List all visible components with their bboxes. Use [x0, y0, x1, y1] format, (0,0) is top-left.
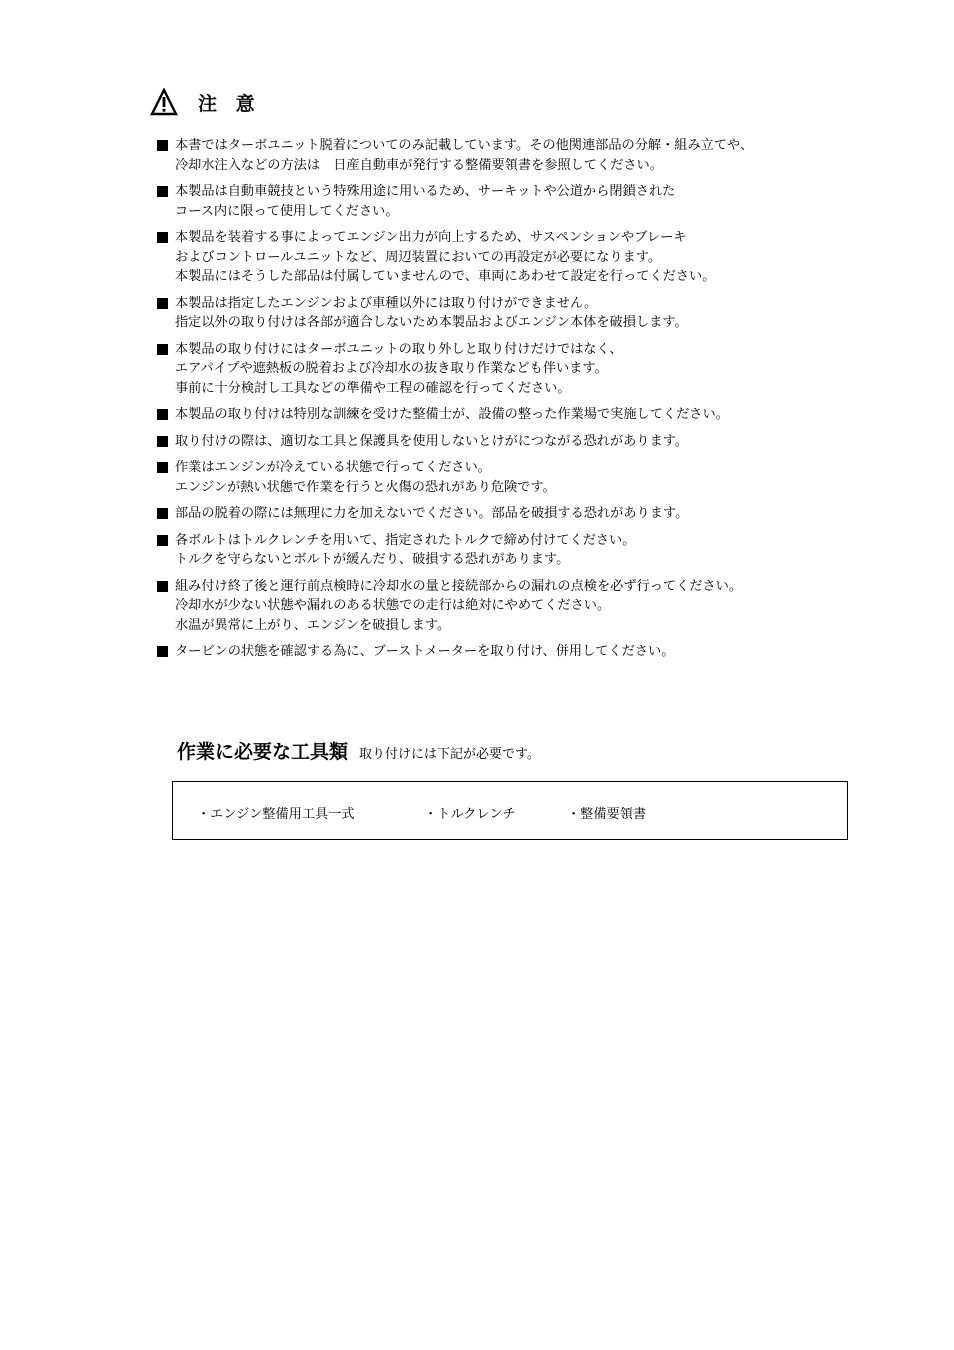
caution-text: 本製品の取り付けは特別な訓練を受けた整備士が、設備の整った作業場で実施してください。 — [175, 407, 729, 422]
caution-text: 指定以外の取り付けは各部が適合しないため本製品およびエンジン本体を破損します。 — [175, 315, 688, 330]
square-bullet-icon — [157, 508, 168, 519]
caution-item — [157, 405, 857, 425]
caution-header — [150, 86, 261, 118]
square-bullet-icon — [157, 186, 168, 197]
caution-text: およびコントロールユニットなど、周辺装置においての再設定が必要になります。 — [175, 249, 662, 265]
square-bullet-icon — [157, 646, 168, 657]
caution-item — [157, 228, 857, 287]
caution-item — [157, 432, 857, 452]
tools-box — [172, 781, 848, 840]
caution-text: コース内に限って使用してください。 — [175, 203, 399, 219]
caution-text: 水温が異常に上がり、エンジンを破損します。 — [175, 617, 451, 633]
caution-text: 本製品にはそうした部品は付属していませんので、車両にあわせて設定を行ってください。 — [175, 269, 716, 284]
caution-text: 本製品の取り付けにはターボユニットの取り外しと取り付けだけではなく、 — [175, 341, 623, 357]
square-bullet-icon — [157, 232, 168, 243]
caution-title: 注 意 — [198, 92, 261, 115]
caution-text: トルクを守らないとボルトが緩んだり、破損する恐れがあります。 — [175, 552, 570, 567]
tools-title: 作業に必要な工具類 — [177, 741, 349, 763]
square-bullet-icon — [157, 535, 168, 546]
caution-item — [157, 294, 857, 333]
warning-triangle-icon — [150, 88, 178, 116]
square-bullet-icon — [157, 581, 168, 592]
caution-text: 取り付けの際は、適切な工具と保護具を使用しないとけがにつながる恐れがあります。 — [175, 433, 688, 449]
caution-text: タービンの状態を確認する為に、ブーストメーターを取り付け、併用してください。 — [175, 644, 675, 659]
square-bullet-icon — [157, 462, 168, 473]
tool-item: ・エンジン整備用工具一式 — [197, 807, 355, 822]
square-bullet-icon — [157, 344, 168, 355]
caution-text: 各ボルトはトルクレンチを用いて、指定されたトルクで締め付けてください。 — [175, 532, 636, 548]
square-bullet-icon — [157, 436, 168, 447]
caution-text: 冷却水が少ない状態や漏れのある状態での走行は絶対にやめてください。 — [175, 598, 611, 613]
caution-text: 本製品は自動車競技という特殊用途に用いるため、サーキットや公道から閉鎖された — [175, 184, 676, 199]
caution-item — [157, 340, 857, 399]
caution-text: 部品の脱着の際には無理に力を加えないでください。部品を破損する恐れがあります。 — [175, 506, 689, 521]
caution-text: エアパイプや遮熱板の脱着および冷却水の抜き取り作業なども伴います。 — [175, 361, 608, 376]
caution-text: 組み付け終了後と運行前点検時に冷却水の量と接続部からの漏れの点検を必ず行ってください。 — [175, 578, 743, 594]
square-bullet-icon — [157, 409, 168, 420]
tools-header — [177, 737, 540, 764]
tool-item: ・整備要領書 — [567, 807, 647, 822]
caution-text: 事前に十分検討し工具などの準備や工程の確認を行ってください。 — [175, 380, 571, 396]
caution-item — [157, 136, 857, 175]
caution-item — [157, 531, 857, 570]
caution-item — [157, 577, 857, 636]
caution-item — [157, 642, 857, 662]
caution-text: 本製品を装着する事によってエンジン出力が向上するため、サスペンションやブレーキ — [175, 230, 687, 245]
caution-list — [157, 136, 857, 669]
caution-text: 作業はエンジンが冷えている状態で行ってください。 — [175, 460, 491, 475]
caution-text: 本製品は指定したエンジンおよび車種以外には取り付けができません。 — [175, 295, 598, 311]
caution-item — [157, 504, 857, 524]
square-bullet-icon — [157, 298, 168, 309]
caution-text: 冷却水注入などの方法は 日産自動車が発行する整備要領書を参照してください。 — [175, 157, 663, 173]
tools-note: 取り付けには下記が必要です。 — [359, 747, 540, 762]
tool-item: ・トルクレンチ — [424, 807, 516, 822]
square-bullet-icon — [157, 140, 168, 151]
caution-text: 本書ではターボユニット脱着についてのみ記載しています。その他関連部品の分解・組み立てや、 — [175, 138, 754, 153]
caution-item — [157, 182, 857, 221]
caution-item — [157, 458, 857, 497]
caution-text: エンジンが熱い状態で作業を行うと火傷の恐れがあり危険です。 — [175, 479, 556, 495]
